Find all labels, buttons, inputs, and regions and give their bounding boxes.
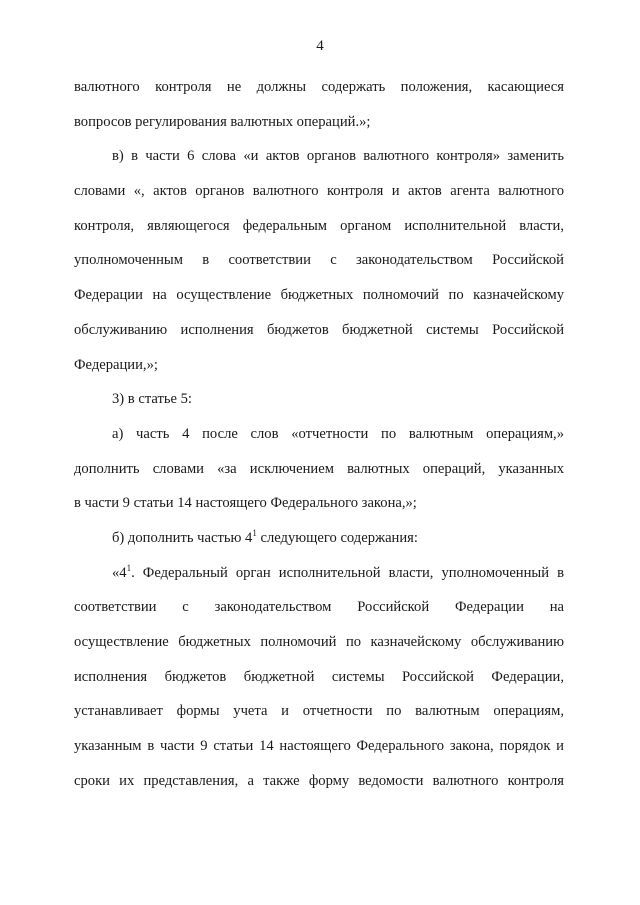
text-line-content: Федерации,»; [74,356,158,373]
text-line [74,417,564,452]
text-line [74,209,564,244]
text-line-continuation: . Федеральный орган исполнительной власти, уполномоченный в [131,564,564,581]
text-line [74,243,564,278]
text-line [74,764,564,799]
text-line [74,382,564,417]
text-line-content: соответствии с законодательством Российской Федерации на [74,599,564,616]
text-line [74,625,564,660]
text-line-content: исполнения бюджетов бюджетной системы Российской Федерации, [74,668,564,685]
text-line-content: указанным в части 9 статьи 14 настоящего Федерального закона, порядок и [74,738,564,755]
text-line [74,139,564,174]
text-line [74,590,564,625]
text-line-content: в) в части 6 слова «и актов органов валютного контроля» заменить [112,148,564,165]
text-line [74,70,564,105]
text-line-content: дополнить словами «за исключением валютных операций, указанных [74,460,564,477]
superscript-index: 1 [252,527,257,538]
text-line-content: осуществление бюджетных полномочий по казначейскому обслуживанию [74,634,564,650]
text-line [74,694,564,729]
superscript-index: 1 [126,562,132,573]
text-line [74,660,564,695]
text-line-content: «4 [112,564,127,581]
text-line-content: контроля, являющегося федеральным органом исполнительной власти, [74,217,564,234]
text-line-content: словами «, актов органов валютного контроля и актов агента валютного [74,183,564,200]
text-line-content: а) часть 4 после слов «отчетности по валютным операциям,» [112,425,564,442]
text-line-content: Федерации на осуществление бюджетных полномочий по казначейскому [74,287,564,304]
text-line-content: устанавливает формы учета и отчетности по валютным операциям, [74,703,564,720]
text-line [74,729,564,764]
text-line-content: б) дополнить частью 4 [112,529,253,546]
page-number: 4 [316,38,324,54]
text-line [74,556,564,591]
text-line-content: обслуживанию исполнения бюджетов бюджетной системы Российской [74,321,564,338]
text-line-content: в части 9 статьи 14 настоящего Федерального закона,»; [74,495,417,512]
text-line [74,278,564,313]
text-line [74,105,564,140]
text-line-content: валютного контроля не должны содержать положения, касающиеся [74,79,564,95]
text-line-content: уполномоченным в соответствии с законодательством Российской [74,252,564,269]
text-line-content: 3) в статье 5: [112,391,192,408]
text-line [74,452,564,487]
text-line-content: вопросов регулирования валютных операций.»; [74,113,371,130]
text-line [74,486,564,521]
document-body-text [74,70,564,798]
text-line [74,348,564,383]
text-line [74,313,564,348]
text-line-continuation: следующего содержания: [256,529,418,546]
text-line [74,174,564,209]
text-line [74,521,564,556]
text-line-content: сроки их представления, а также форму ведомости валютного контроля [74,772,564,789]
